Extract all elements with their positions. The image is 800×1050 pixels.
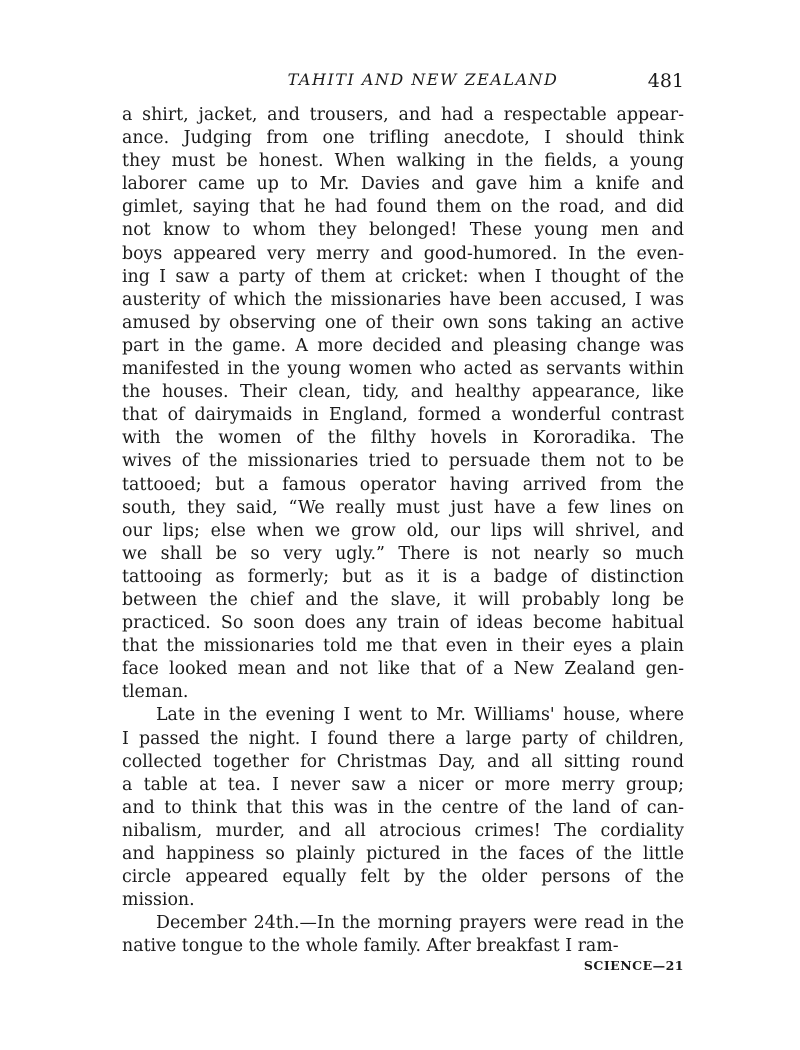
text-line: part in the game. A more decided and pleasing change was — [122, 335, 684, 356]
text-line: tattooed; but a famous operator having arrived from the — [122, 474, 684, 495]
text-line: between the chief and the slave, it will probably long be — [122, 589, 684, 610]
text-line: gimlet, saying that he had found them on the road, and did — [122, 197, 684, 218]
text-line: not know to whom they belonged! These young men and — [122, 220, 684, 241]
text-line: austerity of which the missionaries have been accused, I was — [122, 289, 684, 310]
text-line: wives of the missionaries tried to persuade them not to be — [122, 451, 684, 472]
text-line: with the women of the filthy hovels in Kororadika. The — [122, 428, 684, 449]
page-number: 481 — [647, 70, 684, 92]
text-line: ance. Judging from one trifling anecdote, I should think — [122, 128, 684, 149]
paragraph — [122, 104, 684, 704]
text-line: tattooing as formerly; but as it is a badge of distinction — [122, 566, 684, 587]
text-line: I passed the night. I found there a large party of children, — [122, 728, 684, 749]
paragraph — [122, 912, 684, 958]
body-text — [122, 104, 684, 958]
text-line: circle appeared equally felt by the older persons of the — [122, 867, 684, 888]
text-line: our lips; else when we grow old, our lips will shrivel, and — [122, 520, 684, 541]
text-line: that the missionaries told me that even in their eyes a plain — [122, 636, 684, 657]
text-line: mission. — [122, 890, 195, 911]
text-line: and to think that this was in the centre of the land of can- — [122, 797, 684, 818]
text-line: and happiness so plainly pictured in the faces of the little — [122, 844, 684, 864]
text-line: laborer came up to Mr. Davies and gave him a knife and — [122, 174, 684, 195]
text-line: manifested in the young women who acted as servants within — [122, 359, 684, 380]
text-line: ing I saw a party of them at cricket: when I thought of the — [122, 266, 684, 287]
text-line: a table at tea. I never saw a nicer or more merry group; — [122, 774, 684, 795]
text-line: practiced. So soon does any train of ideas become habitual — [122, 613, 684, 634]
running-title: TAHITI AND NEW ZEALAND — [287, 70, 559, 89]
text-line: the houses. Their clean, tidy, and healthy appearance, like — [122, 382, 684, 403]
paragraph — [122, 704, 684, 912]
text-line: we shall be so very ugly.” There is not nearly so much — [122, 543, 684, 564]
running-header — [122, 70, 684, 96]
text-line: Late in the evening I went to Mr. Williams' house, where — [156, 705, 684, 726]
text-line: nibalism, murder, and all atrocious crimes! The cordiality — [122, 820, 684, 841]
signature-mark: SCIENCE—21 — [583, 958, 684, 973]
text-line: December 24th.—In the morning prayers were read in the — [156, 913, 684, 934]
text-line: that of dairymaids in England, formed a wonderful contrast — [122, 405, 684, 426]
text-line: collected together for Christmas Day, and all sitting round — [122, 751, 684, 772]
text-line: boys appeared very merry and good-humored. In the even- — [122, 243, 684, 264]
text-line: native tongue to the whole family. After breakfast I ram- — [122, 936, 619, 957]
text-line: tleman. — [122, 682, 189, 703]
text-line: south, they said, “We really must just have a few lines on — [122, 497, 684, 518]
text-line: they must be honest. When walking in the fields, a young — [122, 151, 684, 172]
text-line: face looked mean and not like that of a New Zealand gen- — [122, 659, 684, 680]
text-line: a shirt, jacket, and trousers, and had a respectable appear- — [122, 105, 684, 125]
text-line: amused by observing one of their own sons taking an active — [122, 312, 684, 333]
